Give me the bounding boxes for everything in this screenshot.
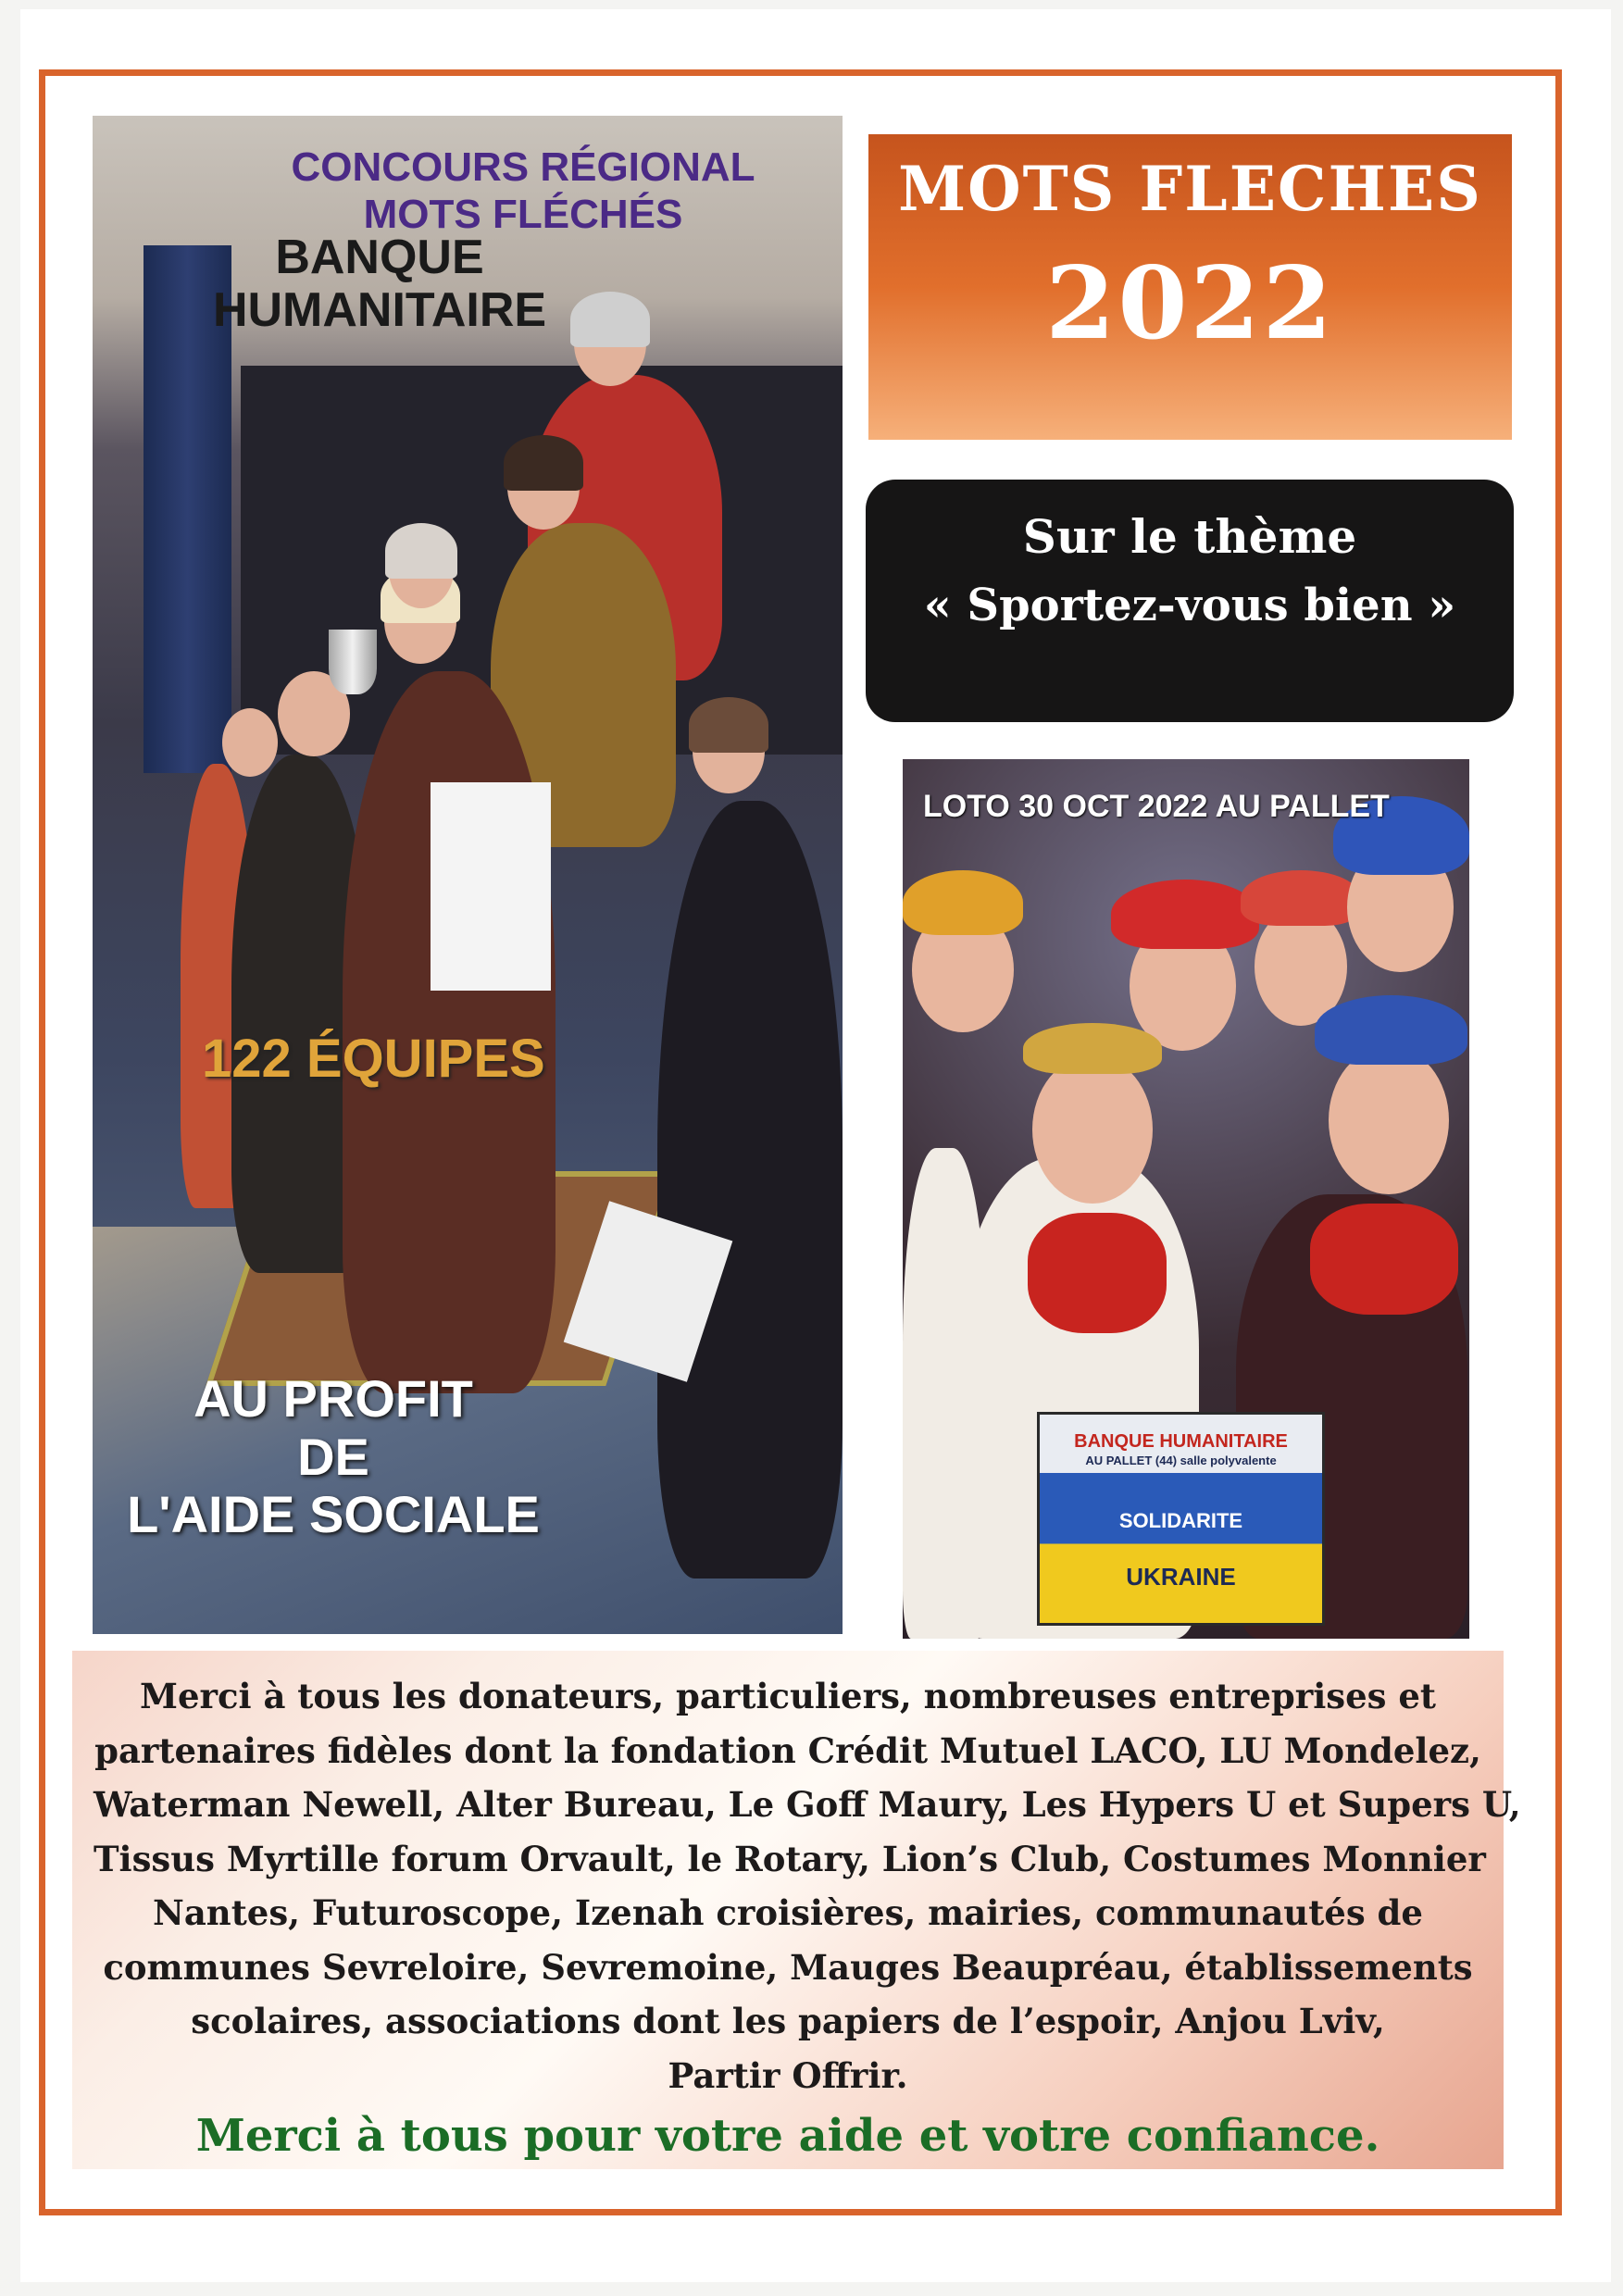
wreath-left — [903, 870, 1023, 935]
hair-auburn — [689, 697, 768, 753]
sign-banque-humanitaire: BANQUE HUMANITAIRE — [1074, 1431, 1288, 1452]
sign-location: AU PALLET (44) salle polyvalente — [1085, 1454, 1277, 1467]
theme-label: Sur le thème — [1022, 509, 1357, 564]
sponsors-thank-you-text — [94, 1669, 1521, 2103]
person-black-coat — [657, 801, 843, 1578]
equipes-count-caption: 122 ÉQUIPES — [202, 1029, 545, 1089]
title-year: 2022 — [1045, 245, 1335, 362]
message-line: communes Sevreloire, Sevremoine, Mauges Beaupréau, établissements — [103, 1946, 1473, 1988]
message-line: partenaires fidèles dont la fondation Crédit Mutuel LACO, LU Mondelez, — [94, 1729, 1481, 1771]
red-necklace-right — [1310, 1204, 1458, 1315]
wreath-right — [1315, 995, 1467, 1065]
closing-thanks: Merci à tous pour votre aide et votre confiance. — [195, 2110, 1380, 2162]
wreath-mid — [1111, 880, 1259, 949]
title-banner — [868, 134, 1512, 440]
au-profit-caption: AU PROFIT DE L'AIDE SOCIALE — [127, 1369, 540, 1544]
sign-solidarite: SOLIDARITE — [1118, 1509, 1243, 1532]
red-coral-necklace — [1028, 1213, 1167, 1333]
sign-ukraine: UKRAINE — [1126, 1563, 1236, 1591]
concours-regional-caption: CONCOURS RÉGIONAL MOTS FLÉCHÉS — [291, 144, 755, 238]
message-line: Nantes, Futuroscope, Izenah croisières, mairies, communautés de — [153, 1892, 1423, 1933]
wreath-mid-right — [1241, 870, 1361, 926]
envelope-paper — [431, 782, 551, 991]
message-line: Partir Offrir. — [668, 2054, 908, 2096]
message-line: Waterman Newell, Alter Bureau, Le Goff Maury, Les Hypers U et Supers U, — [94, 1784, 1521, 1825]
solidarite-ukraine-sign — [1037, 1412, 1325, 1626]
hair-dark — [504, 435, 583, 491]
face-right — [1329, 1046, 1449, 1194]
theme-motto: « Sportez-vous bien » — [923, 580, 1456, 631]
message-line: Merci à tous les donateurs, particuliers, nombreuses entreprises et — [139, 1676, 1437, 1716]
loto-dancers-photo — [903, 759, 1469, 1639]
thank-you-message-box — [72, 1651, 1521, 2169]
theme-banner — [866, 480, 1514, 722]
loto-caption: LOTO 30 OCT 2022 AU PALLET — [923, 789, 1390, 824]
banque-humanitaire-caption: BANQUE HUMANITAIRE — [212, 231, 547, 338]
blouse-left — [903, 1148, 986, 1639]
wreath-center — [1023, 1023, 1162, 1074]
message-line: Tissus Myrtille forum Orvault, le Rotary, Lion’s Club, Costumes Monnier — [94, 1838, 1486, 1879]
face-center — [1032, 1055, 1153, 1204]
trophy-cup-icon — [329, 630, 377, 694]
head-orange-jacket — [222, 708, 278, 777]
hair-white — [385, 523, 457, 579]
title-mots-fleches: MOTS FLECHES — [898, 153, 1482, 225]
message-line: scolaires, associations dont les papiers de l’espoir, Anjou Lviv, — [191, 2001, 1385, 2041]
